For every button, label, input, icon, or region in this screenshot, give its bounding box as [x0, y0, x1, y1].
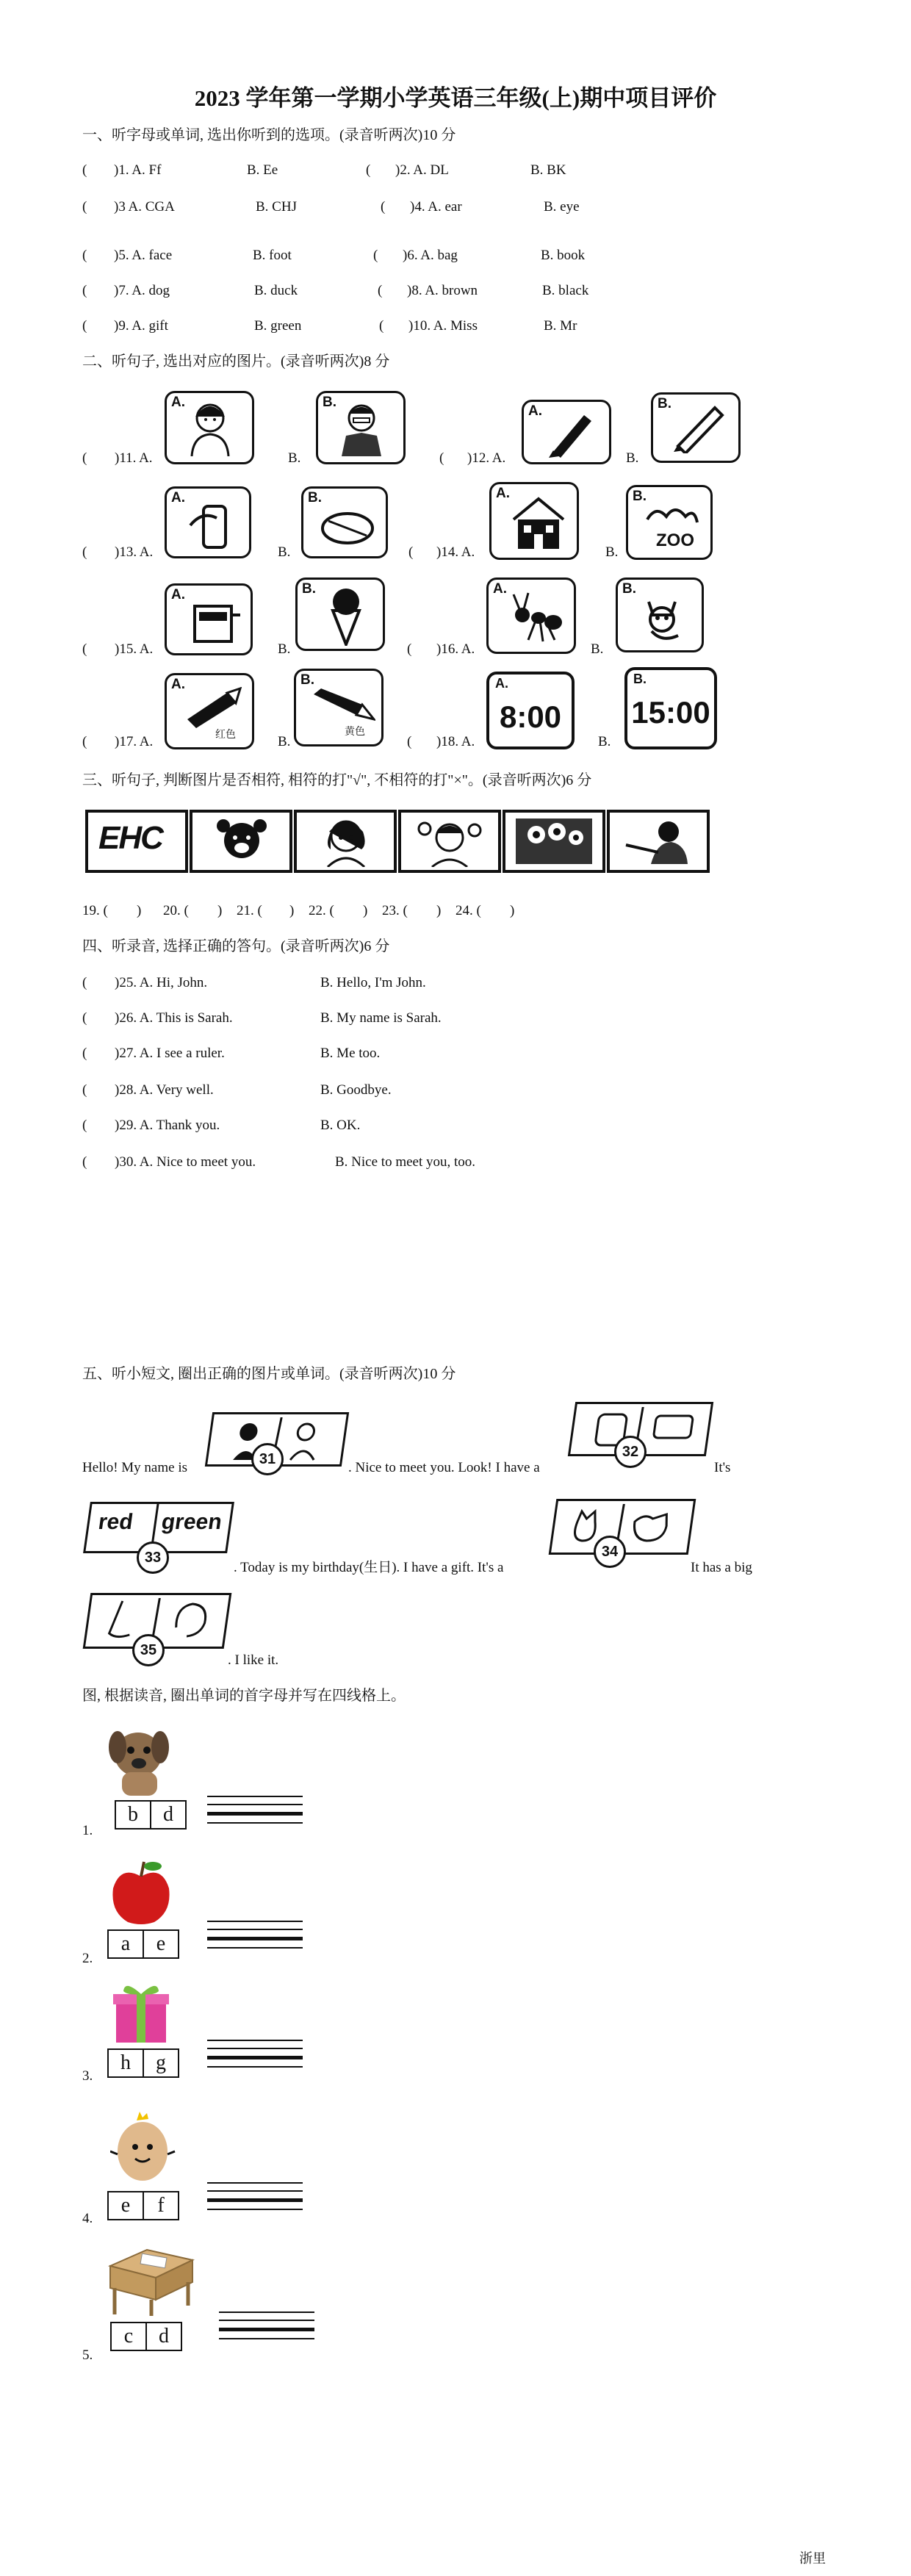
color-label-yellow: 黄色 [345, 727, 365, 738]
answer-21[interactable]: 21. ( [237, 903, 262, 918]
option-b: B. black [542, 283, 589, 298]
section6-heading: 图, 根据读音, 圈出单词的首字母并写在四线格上。 [82, 1688, 406, 1704]
answer-paren-close: ) [363, 903, 368, 918]
answer-paren[interactable]: ( [378, 283, 383, 298]
picture-16b[interactable]: B. [616, 578, 704, 652]
zoo-icon [641, 497, 702, 553]
option-b: B. Nice to meet you, too. [335, 1154, 476, 1170]
question-8: )8. A. brown [407, 283, 478, 298]
answer-paren-close: ) [510, 903, 515, 918]
letter-option[interactable]: b [128, 1803, 138, 1826]
letter-option[interactable]: d [150, 1802, 185, 1828]
option-b: B. [278, 641, 291, 657]
number-34: 34 [594, 1536, 626, 1568]
color-label-red: 红色 [215, 730, 236, 741]
answer-23[interactable]: 23. ( [382, 903, 408, 918]
question-18: )18. A. [436, 734, 475, 749]
picture-18b[interactable]: B. 15:00 [624, 667, 717, 749]
option-b: B. duck [254, 283, 298, 298]
glue-icon [187, 496, 239, 550]
letter-choice-box[interactable] [107, 2191, 179, 2220]
picture-23[interactable] [503, 810, 605, 873]
answer-paren[interactable]: ( [82, 1082, 87, 1098]
question-30: )30. A. Nice to meet you. [115, 1154, 256, 1170]
picture-22[interactable] [398, 810, 501, 873]
question-12: )12. A. [467, 450, 506, 466]
passage-text: . I like it. [228, 1652, 279, 1668]
answer-paren[interactable]: ( [408, 544, 414, 560]
letter-option[interactable]: g [143, 2050, 178, 2076]
section5-heading: 五、听小短文, 圈出正确的图片或单词。(录音听两次)10 分 [82, 1366, 456, 1382]
letter-choice-box[interactable] [107, 1929, 179, 1959]
letter-choice-box[interactable] [107, 2048, 179, 2078]
girl-flowers-icon [414, 816, 485, 867]
answer-paren[interactable]: ( [82, 1154, 87, 1170]
letter-option[interactable]: e [143, 1931, 178, 1957]
letter-option[interactable]: e [120, 2194, 131, 2217]
option-b: B. [278, 734, 291, 749]
passage-text: Hello! My name is [82, 1460, 188, 1475]
question-6: )6. A. bag [403, 248, 458, 263]
time-display: 8:00 [499, 699, 562, 734]
answer-20[interactable]: 20. ( [163, 903, 189, 918]
time-display: 15:00 [631, 695, 710, 730]
four-line-grid[interactable] [207, 2040, 303, 2074]
crayon-icon [311, 688, 375, 725]
option-b: B. [288, 450, 301, 466]
answer-paren[interactable]: ( [82, 162, 87, 178]
answer-paren[interactable]: ( [379, 318, 384, 334]
answer-19[interactable]: 19. ( [82, 903, 108, 918]
question-14: )14. A. [436, 544, 475, 560]
picture-17b[interactable]: B. 黄色 [294, 669, 384, 746]
picture-18a[interactable]: A. 8:00 [486, 672, 575, 749]
section2-heading: 二、听句子, 选出对应的图片。(录音听两次)8 分 [82, 353, 390, 370]
answer-paren[interactable]: ( [82, 1118, 87, 1133]
answer-paren[interactable]: ( [439, 450, 444, 466]
pencil-box-icon [318, 502, 377, 549]
item-number: 3. [82, 2068, 93, 2084]
pen-icon [546, 406, 597, 458]
answer-paren-close: ) [137, 903, 142, 918]
bear-icon [207, 816, 278, 867]
letter-option[interactable]: d [145, 2323, 181, 2350]
four-line-grid[interactable] [207, 2182, 303, 2217]
picture-11a[interactable]: A. [165, 391, 254, 464]
answer-paren[interactable]: ( [82, 1046, 87, 1061]
option-b: B. Ee [247, 162, 278, 178]
option-b: B. Hello, I'm John. [320, 975, 426, 990]
answer-paren[interactable]: ( [82, 199, 87, 215]
option-b: B. OK. [320, 1118, 361, 1133]
section3-heading: 三、听句子, 判断图片是否相符, 相符的打"√", 不相符的打"×"。(录音听两次)6 分 [82, 772, 592, 788]
number-35: 35 [132, 1634, 165, 1666]
question-16: )16. A. [436, 641, 475, 657]
question-10: )10. A. Miss [408, 318, 478, 334]
option-b: B. [626, 450, 639, 466]
answer-22[interactable]: 22. ( [309, 903, 334, 918]
question-27: )27. A. I see a ruler. [115, 1046, 225, 1061]
answer-paren[interactable]: ( [82, 1010, 87, 1026]
ant-icon [506, 589, 565, 646]
answer-paren[interactable]: ( [82, 283, 87, 298]
option-b: B. [605, 544, 619, 560]
picture-15b[interactable]: B. [295, 578, 385, 651]
question-28: )28. A. Very well. [115, 1082, 214, 1098]
answer-paren[interactable]: ( [407, 734, 412, 749]
picture-13a[interactable]: A. [165, 486, 251, 558]
picture-16a[interactable]: A. [486, 578, 576, 654]
pencil-icon [672, 400, 728, 453]
letter-choice-box[interactable] [110, 2322, 182, 2351]
ice-cream-icon [320, 584, 371, 646]
answer-paren-close: ) [436, 903, 442, 918]
four-line-grid[interactable] [207, 1921, 303, 1955]
question-4: )4. A. ear [410, 199, 462, 215]
girl-icon [313, 816, 379, 867]
section1-heading: 一、听字母或单词, 选出你听到的选项。(录音听两次)10 分 [82, 127, 456, 143]
item-number: 2. [82, 1951, 93, 1966]
answer-paren[interactable]: ( [82, 318, 87, 334]
woman-icon [184, 399, 236, 456]
gift-icon [110, 1979, 172, 2044]
passage-text: . Today is my birthday(生日). I have a gift. It's a [234, 1560, 504, 1575]
man-icon [336, 399, 387, 456]
option-b: B. eye [544, 199, 580, 215]
passage-text: It's [714, 1460, 731, 1475]
answer-paren[interactable]: ( [381, 199, 386, 215]
letter-option[interactable]: c [123, 2325, 134, 2347]
answer-paren[interactable]: ( [366, 162, 371, 178]
picture-11b[interactable]: B. [316, 391, 406, 464]
question-2: )2. A. DL [395, 162, 449, 178]
answer-paren[interactable]: ( [82, 641, 87, 657]
picture-14a[interactable]: A. [489, 482, 579, 560]
item-number: 4. [82, 2211, 93, 2226]
letters-ehc: EHC [98, 820, 162, 856]
answer-paren[interactable]: ( [82, 734, 87, 749]
picture-12b[interactable]: B. [651, 392, 741, 463]
option-b: B. Me too. [320, 1046, 381, 1061]
letter-choice-box[interactable] [115, 1800, 187, 1830]
answer-paren-close: ) [217, 903, 223, 918]
question-7: )7. A. dog [114, 283, 170, 298]
picture-21[interactable] [294, 810, 397, 873]
four-line-grid[interactable] [219, 2311, 314, 2346]
dog-icon [100, 1725, 182, 1799]
picture-12a[interactable]: A. [522, 400, 611, 464]
question-11: )11. A. [115, 450, 153, 466]
answer-paren[interactable]: ( [82, 975, 87, 990]
item-number: 5. [82, 2347, 93, 2363]
picture-24[interactable] [607, 810, 710, 873]
egg-icon [110, 2110, 176, 2184]
picture-17a[interactable]: A. 红色 [165, 673, 254, 749]
question-9: )9. A. gift [114, 318, 168, 334]
letter-option[interactable]: f [143, 2192, 178, 2219]
letter-option[interactable]: a [120, 1932, 131, 1955]
crayon-icon [183, 687, 245, 728]
question-13: )13. A. [115, 544, 154, 560]
question-26: )26. A. This is Sarah. [115, 1010, 233, 1026]
picture-13b[interactable]: B. [301, 486, 388, 558]
picture-19[interactable] [85, 810, 188, 873]
word-green: green [159, 1510, 224, 1534]
option-b: B. book [541, 248, 586, 263]
option-b: B. foot [253, 248, 292, 263]
family-icon [511, 816, 597, 867]
picture-14b[interactable]: B. ZOO [626, 485, 713, 560]
passage-text: It has a big [691, 1560, 752, 1575]
question-17: )17. A. [115, 734, 154, 749]
passage-text: . Nice to meet you. Look! I have a [348, 1460, 540, 1475]
letter-option[interactable]: h [120, 2051, 131, 2074]
answer-paren[interactable]: ( [82, 544, 87, 560]
picture-15a[interactable]: A. [165, 583, 253, 655]
question-1: )1. A. Ff [114, 162, 162, 178]
question-15: )15. A. [115, 641, 154, 657]
boy-writing-icon [620, 816, 696, 867]
option-b: B. [591, 641, 604, 657]
question-5: )5. A. face [114, 248, 173, 263]
school-icon [509, 494, 568, 552]
answer-paren[interactable]: ( [373, 248, 378, 263]
answer-paren[interactable]: ( [407, 641, 412, 657]
option-b: B. Goodbye. [320, 1082, 392, 1098]
cat-icon [634, 590, 693, 646]
option-b: B. green [254, 318, 302, 334]
answer-paren[interactable]: ( [82, 248, 87, 263]
option-b: B. [278, 544, 291, 560]
answer-paren[interactable]: ( [82, 450, 87, 466]
section4-heading: 四、听录音, 选择正确的答句。(录音听两次)6 分 [82, 938, 390, 954]
desk-icon [103, 2244, 198, 2317]
item-number: 1. [82, 1823, 93, 1838]
option-b: B. BK [530, 162, 566, 178]
apple-icon [106, 1859, 176, 1926]
picture-20[interactable] [190, 810, 292, 873]
answer-24[interactable]: 24. ( [455, 903, 481, 918]
number-32: 32 [614, 1436, 647, 1468]
option-b: B. CHJ [256, 199, 297, 215]
option-b: B. Mr [544, 318, 577, 334]
sharpener-icon [186, 593, 242, 647]
answer-paren-close: ) [289, 903, 295, 918]
page-title: 2023 学年第一学期小学英语三年级(上)期中项目评价 [194, 85, 717, 111]
four-line-grid[interactable] [207, 1796, 303, 1830]
question-3: )3 A. CGA [114, 199, 175, 215]
option-b: B. My name is Sarah. [320, 1010, 442, 1026]
number-33: 33 [137, 1541, 169, 1574]
svg-text:ZOO: ZOO [656, 530, 694, 550]
option-b: B. [598, 734, 611, 749]
number-31: 31 [251, 1443, 284, 1475]
question-25: )25. A. Hi, John. [115, 975, 208, 990]
footer-text: 浙里 [799, 2551, 826, 2566]
word-red: red [96, 1510, 135, 1534]
question-29: )29. A. Thank you. [115, 1118, 220, 1133]
